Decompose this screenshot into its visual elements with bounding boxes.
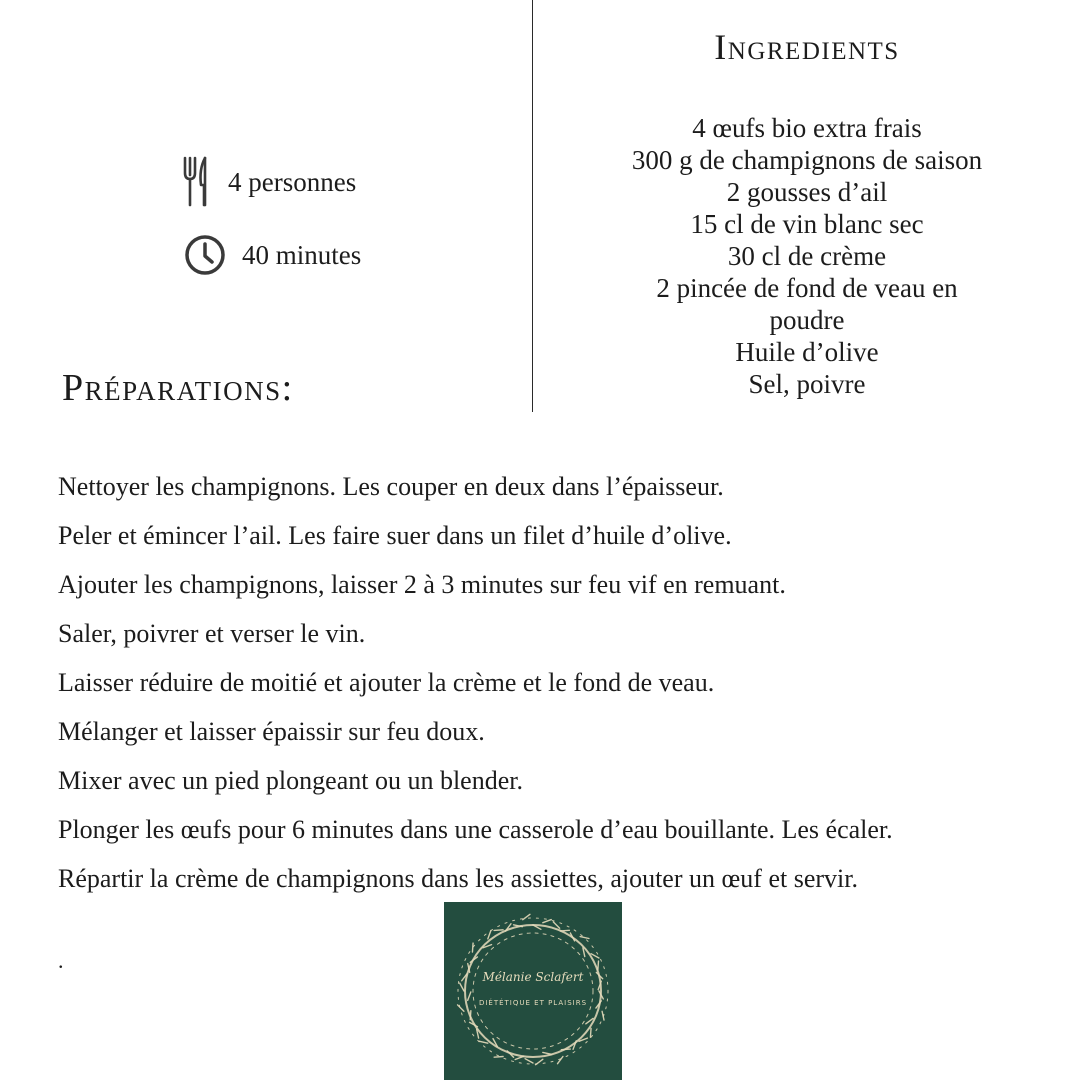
ingredient-item: Huile d’olive: [735, 337, 879, 367]
preparation-step: Laisser réduire de moitié et ajouter la crème et le fond de veau.: [58, 668, 715, 697]
wreath-leaf: [525, 1059, 533, 1063]
preparations-heading: Préparations:: [62, 367, 294, 409]
column-divider: [532, 0, 533, 412]
ingredients-list: [600, 112, 1014, 400]
wreath-leaf: [561, 1049, 570, 1050]
wreath-leaf: [488, 930, 491, 938]
wreath-leaf: [560, 930, 569, 931]
wreath-leaf: [590, 1028, 591, 1037]
wreath-leaf: [598, 961, 599, 970]
ingredient-item: Sel, poivre: [748, 369, 866, 399]
wreath-leaf: [523, 914, 530, 919]
wreath-leaf: [472, 943, 473, 952]
wreath-leaf: [543, 920, 551, 923]
logo-name: Mélanie Sclafert: [482, 970, 584, 984]
ingredient-item: 4 œufs bio extra frais: [692, 113, 922, 143]
ingredient-item: 2 gousses d’ail: [726, 177, 888, 207]
preparation-step: Peler et émincer l’ail. Les faire suer dans un filet d’huile d’olive.: [58, 521, 732, 550]
preparation-step: Plonger les œufs pour 6 minutes dans une casserole d’eau bouillante. Les écaler.: [58, 815, 893, 844]
wreath-leaf: [558, 1056, 563, 1063]
ingredient-item: 30 cl de crème: [727, 241, 887, 271]
preparation-step: Mixer avec un pied plongeant ou un blender.: [58, 766, 523, 795]
preparation-step: Ajouter les champignons, laisser 2 à 3 minutes sur feu vif en remuant.: [58, 570, 786, 599]
wreath-leaf: [602, 1011, 604, 1020]
logo-brand: DIÉTÉTIQUE ET PLAISIRS: [478, 999, 588, 1007]
servings-row: [182, 155, 356, 209]
preparation-step: Répartir la crème de champignons dans les assiettes, ajouter un œuf et servir.: [58, 864, 858, 893]
wreath-leaf: [458, 1005, 464, 1011]
ingredient-item: 2 pincée de fond de veau en: [656, 273, 958, 303]
brand-logo: [444, 902, 622, 1080]
preparation-step: Nettoyer les champignons. Les couper en deux dans l’épaisseur.: [58, 472, 724, 501]
wreath-leaf: [580, 937, 589, 939]
trailing-period: .: [58, 948, 64, 973]
servings-text: 4 personnes: [228, 166, 357, 197]
ingredients-heading: Ingredients: [714, 27, 900, 67]
time-row: [184, 234, 361, 276]
time-text: 40 minutes: [242, 239, 362, 270]
wreath-leaf: [470, 1011, 471, 1020]
wreath-leaf: [479, 1041, 488, 1043]
ingredient-item: poudre: [769, 305, 845, 335]
preparation-step: Saler, poivrer et verser le vin.: [58, 619, 366, 648]
clock-icon: [184, 234, 226, 276]
wreath-leaf: [494, 1056, 503, 1057]
fork-knife-icon: [182, 155, 210, 209]
wreath-leaf: [468, 992, 471, 1000]
preparation-step: Mélanger et laisser épaissir sur feu doux.: [58, 717, 485, 746]
wreath-leaf: [543, 1052, 552, 1054]
ingredient-item: 300 g de champignons de saison: [631, 145, 983, 175]
wreath-icon: [444, 902, 622, 1080]
wreath-leaf: [460, 983, 464, 991]
wreath-leaf: [494, 930, 503, 931]
ingredient-item: 15 cl de vin blanc sec: [690, 209, 924, 239]
preparation-steps: [58, 462, 893, 903]
wreath-leaf: [536, 1059, 543, 1064]
